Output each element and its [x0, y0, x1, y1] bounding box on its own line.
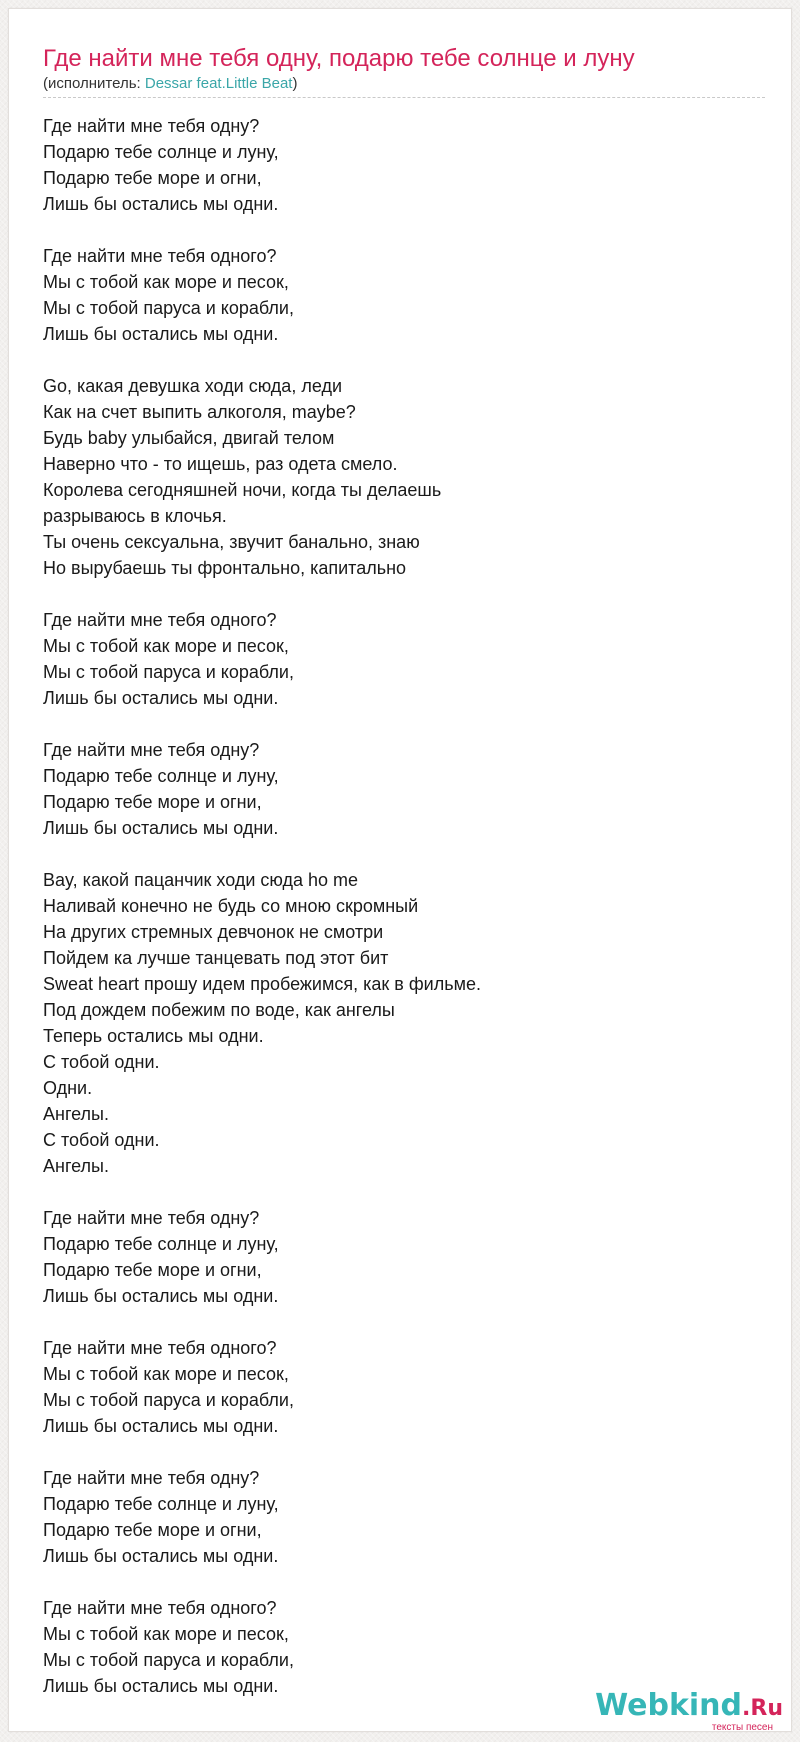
lyric-line: Где найти мне тебя одного?: [43, 1338, 277, 1358]
lyric-line: Где найти мне тебя одну?: [43, 1208, 260, 1228]
lyric-line: Мы с тобой паруса и корабли,: [43, 1390, 294, 1410]
lyric-line: Мы с тобой как море и песок,: [43, 1624, 289, 1644]
lyric-line: Лишь бы остались мы одни.: [43, 1676, 279, 1696]
lyric-line: С тобой одни.: [43, 1052, 160, 1072]
stanza-break: [43, 841, 763, 867]
lyric-line: Пойдем ка лучше танцевать под этот бит: [43, 948, 389, 968]
lyric-line: Подарю тебе море и огни,: [43, 1520, 262, 1540]
song-title: Где найти мне тебя одну, подарю тебе солнце и луну: [43, 45, 635, 72]
stanza-break: [43, 1179, 763, 1205]
lyric-line: Ангелы.: [43, 1104, 109, 1124]
lyric-line: Мы с тобой как море и песок,: [43, 272, 289, 292]
lyric-line: Вay, какой пацанчик ходи сюда ho me: [43, 870, 359, 890]
logo-tagline: тексты песен: [711, 1722, 773, 1733]
lyric-line: Мы с тобой как море и песок,: [43, 636, 289, 656]
webkind-logo[interactable]: [583, 1689, 783, 1735]
lyric-line: Где найти мне тебя одну?: [43, 116, 260, 136]
lyric-line: Sweat heart прошу идем пробежимся, как в фильме.: [43, 974, 481, 994]
lyric-line: Подарю тебе солнце и луну,: [43, 766, 279, 786]
stanza-break: [43, 581, 763, 607]
lyric-line: Подарю тебе солнце и луну,: [43, 142, 279, 162]
logo-brand: Webkind: [595, 1688, 743, 1723]
artist-link[interactable]: Dessar feat.Little Beat: [144, 75, 293, 92]
lyric-line: Где найти мне тебя одного?: [43, 610, 277, 630]
lyric-line: Лишь бы остались мы одни.: [43, 1546, 279, 1566]
stanza-break: [43, 347, 763, 373]
lyric-line: Ангелы.: [43, 1156, 109, 1176]
stanza-break: [43, 217, 763, 243]
lyric-line: Go, какая девушка ходи сюда, леди: [43, 376, 342, 396]
lyrics-card: [8, 8, 792, 1732]
lyrics-text: [43, 113, 763, 1699]
lyric-line: Наверно что - то ищешь, раз одета смело.: [43, 454, 398, 474]
byline-prefix: (исполнитель:: [43, 75, 145, 92]
lyric-line: Подарю тебе море и огни,: [43, 168, 262, 188]
lyric-line: Королева сегодняшней ночи, когда ты делаешь: [43, 480, 442, 500]
lyric-line: С тобой одни.: [43, 1130, 160, 1150]
lyric-line: Наливай конечно не будь со мною скромный: [43, 896, 419, 916]
stanza-break: [43, 1309, 763, 1335]
byline-suffix: ): [292, 75, 298, 92]
lyric-line: Где найти мне тебя одну?: [43, 740, 260, 760]
logo-wordmark: [595, 1689, 783, 1726]
lyric-line: Мы с тобой паруса и корабли,: [43, 1650, 294, 1670]
lyric-line: Под дождем побежим по воде, как ангелы: [43, 1000, 395, 1020]
stanza-break: [43, 1569, 763, 1595]
lyric-line: Теперь остались мы одни.: [43, 1026, 264, 1046]
lyric-line: Подарю тебе солнце и луну,: [43, 1494, 279, 1514]
lyric-line: Лишь бы остались мы одни.: [43, 1416, 279, 1436]
lyric-line: Лишь бы остались мы одни.: [43, 1286, 279, 1306]
logo-tld: .Ru: [742, 1696, 783, 1721]
lyric-line: Мы с тобой паруса и корабли,: [43, 662, 294, 682]
lyric-line: Лишь бы остались мы одни.: [43, 818, 279, 838]
lyric-line: Лишь бы остались мы одни.: [43, 194, 279, 214]
lyric-line: Одни.: [43, 1078, 93, 1098]
lyric-line: Лишь бы остались мы одни.: [43, 688, 279, 708]
stanza-break: [43, 1439, 763, 1465]
lyric-line: разрываюсь в клочья.: [43, 506, 227, 526]
lyric-line: Подарю тебе море и огни,: [43, 1260, 262, 1280]
lyric-line: Лишь бы остались мы одни.: [43, 324, 279, 344]
title-divider: [43, 97, 765, 98]
lyric-line: Ты очень сексуальна, звучит банально, знаю: [43, 532, 420, 552]
artist-byline: [43, 74, 297, 94]
lyric-line: Где найти мне тебя одного?: [43, 1598, 277, 1618]
stanza-break: [43, 711, 763, 737]
lyric-line: Где найти мне тебя одну?: [43, 1468, 260, 1488]
lyric-line: Но вырубаешь ты фронтально, капитально: [43, 558, 407, 578]
lyric-line: Будь baby улыбайся, двигай телом: [43, 428, 335, 448]
lyric-line: Мы с тобой паруса и корабли,: [43, 298, 294, 318]
lyric-line: Мы с тобой как море и песок,: [43, 1364, 289, 1384]
lyric-line: На других стремных девчонок не смотри: [43, 922, 384, 942]
lyric-line: Где найти мне тебя одного?: [43, 246, 277, 266]
lyric-line: Подарю тебе солнце и луну,: [43, 1234, 279, 1254]
lyric-line: Как на счет выпить алкоголя, maybe?: [43, 402, 356, 422]
lyric-line: Подарю тебе море и огни,: [43, 792, 262, 812]
